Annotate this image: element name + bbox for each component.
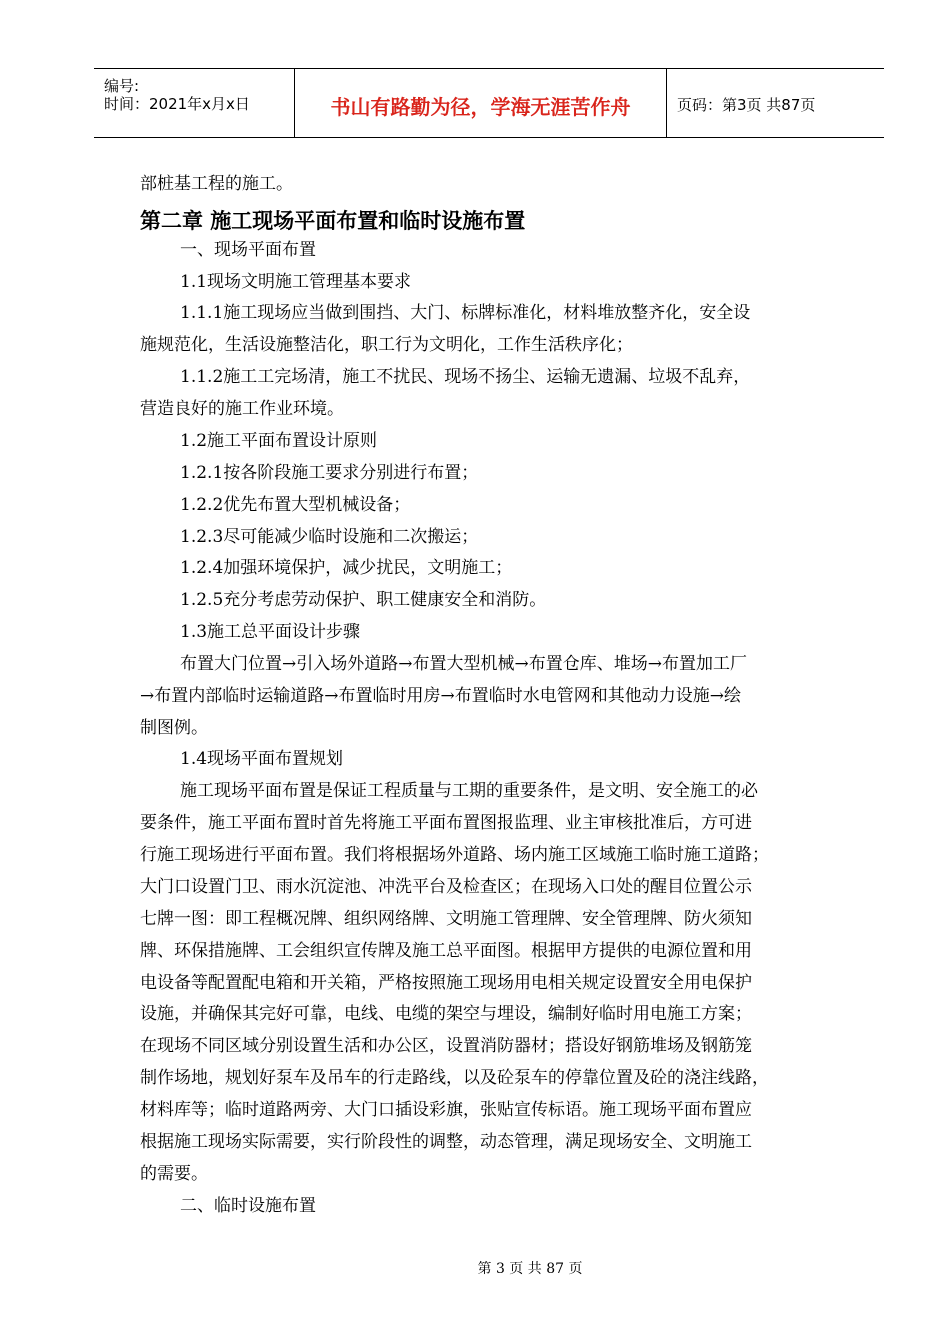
text-line: 1.2.4加强环境保护，减少扰民，文明施工； (180, 558, 513, 578)
text-line: 大门口设置门卫、雨水沉淀池、冲洗平台及检查区；在现场入口处的醒目位置公示 (140, 877, 752, 897)
subsection-heading: 1.2施工平面布置设计原则 (180, 431, 378, 451)
text-line: 材料库等；临时道路两旁、大门口插设彩旗，张贴宣传标语。施工现场平面布置应 (140, 1100, 752, 1120)
page-footer: 第 3 页 共 87 页 (477, 1261, 583, 1277)
text-line: 施规范化，生活设施整洁化，职工行为文明化，工作生活秩序化； (140, 335, 633, 355)
text-line: 要条件，施工平面布置时首先将施工平面布置图报监理、业主审核批准后，方可进 (140, 813, 752, 833)
section-heading: 一、现场平面布置 (180, 240, 316, 260)
text-line: 1.1.1施工现场应当做到围挡、大门、标牌标准化，材料堆放整齐化，安全设 (180, 303, 751, 323)
text-line: 行施工现场进行平面布置。我们将根据场外道路、场内施工区域施工临时施工道路； (140, 845, 769, 865)
subsection-heading: 1.4现场平面布置规划 (180, 749, 344, 769)
text-line: 牌、环保措施牌、工会组织宣传牌及施工总平面图。根据甲方提供的电源位置和用 (140, 941, 752, 961)
number-label: 编号: (104, 77, 140, 95)
text-line: 七牌一图：即工程概况牌、组织网络牌、文明施工管理牌、安全管理牌、防火须知 (140, 909, 752, 929)
section-heading: 二、临时设施布置 (180, 1196, 316, 1216)
text-line: 1.2.1按各阶段施工要求分别进行布置； (180, 463, 479, 483)
text-line: 布置大门位置→引入场外道路→布置大型机械→布置仓库、堆场→布置加工厂 (180, 654, 747, 674)
text-line: 制图例。 (140, 718, 208, 738)
document-header (94, 68, 884, 138)
text-line: 营造良好的施工作业环境。 (140, 399, 344, 419)
text-line: 在现场不同区域分别设置生活和办公区，设置消防器材；搭设好钢筋堆场及钢筋笼 (140, 1036, 752, 1056)
text-line: 1.2.5充分考虑劳动保护、职工健康安全和消防。 (180, 590, 547, 610)
text-line: 根据施工现场实际需要，实行阶段性的调整，动态管理，满足现场安全、文明施工 (140, 1132, 752, 1152)
text-line: 制作场地，规划好泵车及吊车的行走路线，以及砼泵车的停靠位置及砼的浇注线路， (140, 1068, 769, 1088)
header-left-cell (94, 69, 295, 137)
time-label: 时间：2021年x月x日 (104, 95, 250, 113)
text-line: 1.2.3尽可能减少临时设施和二次搬运； (180, 527, 479, 547)
text-line: 部桩基工程的施工。 (140, 174, 293, 194)
subsection-heading: 1.3施工总平面设计步骤 (180, 622, 361, 642)
page-label: 页码：第3页 共87页 (677, 96, 816, 114)
header-right-cell (667, 69, 884, 137)
text-line: 的需要。 (140, 1164, 208, 1184)
text-line: 电设备等配置配电箱和开关箱，严格按照施工现场用电相关规定设置安全用电保护 (140, 973, 752, 993)
header-center-cell (295, 69, 667, 137)
text-line: 施工现场平面布置是保证工程质量与工期的重要条件，是文明、安全施工的必 (180, 781, 758, 801)
text-line: →布置内部临时运输道路→布置临时用房→布置临时水电管网和其他动力设施→绘 (140, 686, 741, 706)
motto-text: 书山有路勤为径，学海无涯苦作舟 (330, 95, 631, 119)
text-line: 设施，并确保其完好可靠，电线、电缆的架空与埋设，编制好临时用电施工方案； (140, 1004, 752, 1024)
text-line: 1.1.2施工工完场清，施工不扰民、现场不扬尘、运输无遗漏、垃圾不乱弃， (180, 367, 751, 387)
subsection-heading: 1.1现场文明施工管理基本要求 (180, 272, 412, 292)
text-line: 1.2.2优先布置大型机械设备； (180, 495, 411, 515)
chapter-heading: 第二章 施工现场平面布置和临时设施布置 (140, 209, 526, 233)
